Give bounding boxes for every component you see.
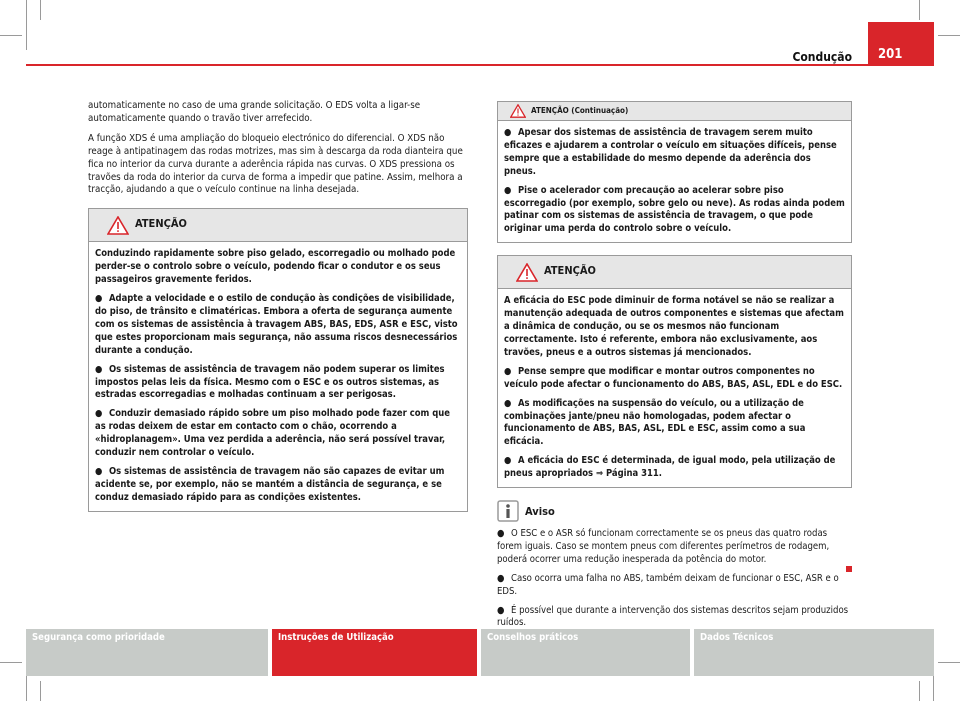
footer-tab-practical-tips[interactable]: Conselhos práticos xyxy=(481,629,690,676)
warning-intro: Conduzindo rapidamente sobre piso gelado, escorregadio ou molhado pode perder-se o controlo sobre o veículo, podendo ficar o condutor e os seus passageiros gravemente feridos. xyxy=(95,248,456,286)
footer-tab-technical-data[interactable]: Dados Técnicos xyxy=(694,629,934,676)
paragraph: A função XDS é uma ampliação do bloqueio electrónico do diferencial. O XDS não reage à antipatinagem das rodas motrizes, mas sim à descarga da roda dianteira que fica no interior da curva durante a aderência rápida nas curvas. O XDS pressiona os travões da roda do interior da curva de forma a impedir que patine. Assim, melhora a tracção, ajudando a que o veículo continue na linha desejada. xyxy=(88,132,463,196)
warning-continued-body xyxy=(498,121,851,242)
crop-mark xyxy=(40,0,41,20)
crop-mark xyxy=(938,35,960,36)
page-number: 201 xyxy=(868,22,934,66)
note-header xyxy=(497,500,852,528)
warning-header xyxy=(498,256,851,289)
chapter-title: Condução xyxy=(792,50,852,64)
warning-bullet: ● A eficácia do ESC é determinada, de igual modo, pela utilização de pneus apropriados ⇒ Página 311. xyxy=(504,455,836,480)
warning-box xyxy=(88,208,468,511)
crop-mark xyxy=(0,35,22,36)
bullet-icon: ● xyxy=(504,127,512,138)
footer-tab-operating-instructions[interactable]: Instruções de Utilização xyxy=(272,629,477,676)
crop-mark xyxy=(938,662,960,663)
warning-intro: A eficácia do ESC pode diminuir de forma notável se não se realizar a manutenção adequada de outros componentes e sistemas que afectam a dinâmica de condução, ou se os mesmos não funcionam correctamente. Isto é referente, embora não exclusivamente, aos travões, pneus e a outros sistemas já mencionados. xyxy=(504,295,844,358)
crop-mark xyxy=(0,662,22,663)
note-bullet: ● O ESC e o ASR só funcionam correctamente se os pneus das quatro rodas forem iguais. Caso se montem pneus com diferentes perímetros de rodagem, poderá ocorrer uma redução inesperada da potência do motor. xyxy=(497,528,830,565)
page-reference-link[interactable]: ⇒ Página 311. xyxy=(595,468,662,480)
bullet-icon: ● xyxy=(504,455,512,467)
footer-tab-safety[interactable]: Segurança como prioridade xyxy=(26,629,268,676)
left-column xyxy=(88,100,468,512)
warning-box xyxy=(497,255,852,488)
bullet-icon: ● xyxy=(497,572,505,584)
warning-triangle-icon xyxy=(510,104,526,123)
right-column xyxy=(497,101,852,630)
note-title: Aviso xyxy=(525,505,555,519)
bullet-icon: ● xyxy=(95,293,103,305)
bullet-icon: ● xyxy=(497,528,505,540)
crop-mark xyxy=(919,0,920,20)
warning-continued-box xyxy=(497,101,852,243)
note-section xyxy=(497,500,852,630)
warning-bullet: ● Adapte a velocidade e o estilo de condução às condições de visibilidade, do piso, de trânsito e climatéricas. Embora a oferta de segurança aumente com os sistemas de assistência à travagem ABS, BAS, EDS, ASR e ESC, visto que estes proporcionam mais segurança, não assuma riscos desnecessários durante a condução. xyxy=(95,293,458,356)
bullet-icon: ● xyxy=(504,184,512,196)
warning-header xyxy=(89,209,467,242)
paragraph: automaticamente no caso de uma grande solicitação. O EDS volta a ligar-se automaticamente quando o travão tiver arrefecido. xyxy=(88,100,421,124)
warning-bullet: ● Os sistemas de assistência de travagem não podem superar os limites impostos pelas leis da física. Mesmo com o ESC e os outros sistemas, as estradas escorregadias e molhadas continuam a ser perigosas. xyxy=(95,363,445,401)
warning-bullet: ● Os sistemas de assistência de travagem não são capazes de evitar um acidente se, por exemplo, não se mantém a distância de segurança, e se conduz demasiado rápido para as condições existentes. xyxy=(95,465,445,503)
warning-bullet: ● As modificações na suspensão do veículo, ou a utilização de combinações jante/pneu não homologadas, podem afectar o funcionamento de ABS, BAS, ASL, EDL e ESC, assim como a sua eficácia. xyxy=(504,397,806,448)
note-bullet: ● Caso ocorra uma falha no ABS, também deixam de funcionar o ESC, ASR e o EDS. xyxy=(497,572,839,597)
warning-title: ATENÇÃO xyxy=(135,217,187,231)
section-end-marker xyxy=(846,566,852,572)
crop-mark xyxy=(919,681,920,701)
bullet-icon: ● xyxy=(95,363,103,375)
crop-mark xyxy=(40,681,41,701)
bullet-icon: ● xyxy=(95,465,103,477)
warning-triangle-icon xyxy=(516,263,538,287)
warning-bullet: ● Apesar dos sistemas de assistência de travagem serem muito eficazes e ajudarem a controlar o veículo em situações difíceis, pense sempre que a estabilidade do mesmo depende da aderência dos pneus. xyxy=(504,127,837,177)
warning-continued-header xyxy=(498,102,851,121)
crop-mark xyxy=(26,0,27,50)
bullet-icon: ● xyxy=(95,408,103,420)
warning-bullet: ● Pise o acelerador com precaução ao acelerar sobre piso escorregadio (por exemplo, sobre gelo ou neve). As rodas ainda podem patinar com os sistemas de assistência de travagem, o que pode originar uma perda do controlo sobre o veículo. xyxy=(504,184,845,235)
warning-body xyxy=(498,289,851,487)
warning-title: ATENÇÃO xyxy=(544,264,596,278)
warning-continued-title: ATENÇÃO (Continuação) xyxy=(531,106,629,115)
info-note-icon xyxy=(497,500,519,527)
warning-triangle-icon xyxy=(107,216,129,240)
bullet-icon: ● xyxy=(504,397,512,409)
bullet-icon: ● xyxy=(497,604,505,616)
warning-bullet: ● Conduzir demasiado rápido sobre um piso molhado pode fazer com que as rodas deixem de estar em contacto com o chão, ocorrendo a «hidroplanagem». Uma vez perdida a aderência, não será possível travar, conduzir nem controlar o veículo. xyxy=(95,408,450,459)
header-rule xyxy=(26,64,934,66)
bullet-icon: ● xyxy=(504,365,512,377)
warning-body xyxy=(89,242,467,510)
warning-bullet: ● Pense sempre que modificar e montar outros componentes no veículo pode afectar o funcionamento do ABS, BAS, ASL, EDL e do ESC. xyxy=(504,365,843,390)
note-bullet: ● É possível que durante a intervenção dos sistemas descritos sejam produzidos ruídos. xyxy=(497,604,849,629)
